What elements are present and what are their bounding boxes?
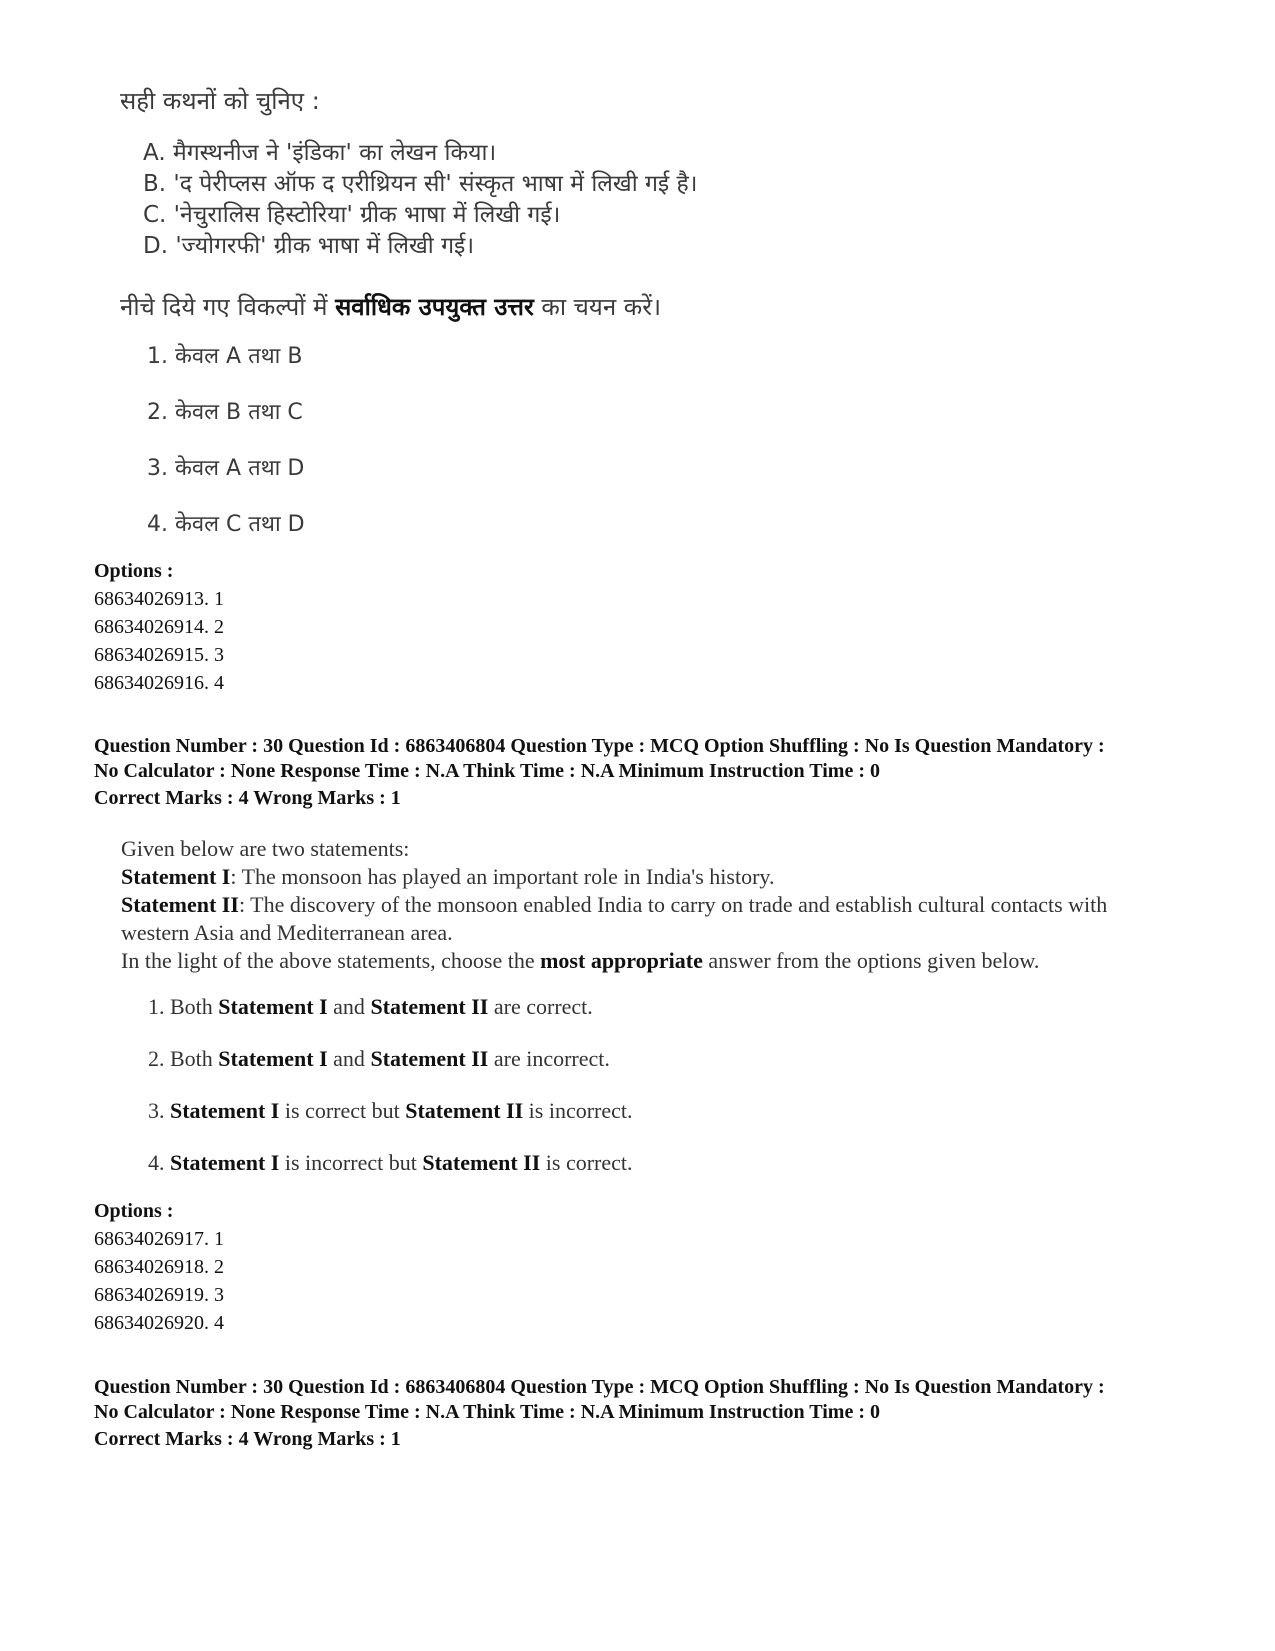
option-id-3: 68634026919. 3 bbox=[94, 1284, 224, 1306]
question-meta-line: Question Number : 30 Question Id : 6863406804 Question Type : MCQ Option Shuffling : No Is Question Mandatory : bbox=[94, 735, 1105, 757]
choice-term-a: Statement I bbox=[218, 1046, 328, 1071]
choice-2: 2. केवल B तथा C bbox=[147, 400, 303, 425]
question-instruction bbox=[120, 290, 661, 323]
question-meta-line: No Calculator : None Response Time : N.A Think Time : N.A Minimum Instruction Time : 0 bbox=[94, 760, 880, 782]
choice-prefix: 3. bbox=[148, 1098, 170, 1123]
statement-b: B. 'द पेरीप्लस ऑफ द एरीथ्रियन सी' संस्कृत भाषा में लिखी गई है। bbox=[143, 171, 698, 197]
choice-prefix: 2. Both bbox=[148, 1046, 219, 1071]
option-id-3: 68634026915. 3 bbox=[94, 644, 224, 666]
statement-list bbox=[143, 138, 697, 262]
choice-4: 4. केवल C तथा D bbox=[147, 512, 305, 537]
choice-4 bbox=[148, 1150, 633, 1176]
choice-middle: and bbox=[327, 994, 371, 1019]
choice-middle: is correct but bbox=[279, 1098, 406, 1123]
choice-middle: and bbox=[327, 1046, 371, 1071]
option-id-2: 68634026918. 2 bbox=[94, 1256, 224, 1278]
choice-term-a: Statement I bbox=[170, 1150, 280, 1175]
instruction-text: नीचे दिये गए विकल्पों में bbox=[120, 293, 336, 321]
question-meta bbox=[94, 734, 1214, 784]
options-label: Options : bbox=[94, 1200, 174, 1222]
given-text: Given below are two statements: bbox=[121, 836, 410, 861]
choice-end: is incorrect. bbox=[523, 1098, 633, 1123]
question-marks: Correct Marks : 4 Wrong Marks : 1 bbox=[94, 787, 401, 809]
question-instruction bbox=[121, 947, 1141, 975]
choice-term-b: Statement II bbox=[370, 994, 489, 1019]
question-marks: Correct Marks : 4 Wrong Marks : 1 bbox=[94, 1428, 401, 1450]
statement-text: : The monsoon has played an important role in India's history. bbox=[230, 864, 775, 889]
question-intro: सही कथनों को चुनिए : bbox=[120, 87, 320, 115]
choice-3 bbox=[148, 1098, 633, 1124]
question-meta-line: No Calculator : None Response Time : N.A Think Time : N.A Minimum Instruction Time : 0 bbox=[94, 1401, 880, 1423]
statement-two bbox=[121, 891, 1141, 947]
choice-term-b: Statement II bbox=[422, 1150, 541, 1175]
choice-1 bbox=[148, 994, 593, 1020]
question-meta bbox=[94, 1375, 1214, 1425]
choice-prefix: 4. bbox=[148, 1150, 170, 1175]
option-id-2: 68634026914. 2 bbox=[94, 616, 224, 638]
choice-end: is correct. bbox=[540, 1150, 633, 1175]
statement-a: A. मैगस्थनीज ने 'इंडिका' का लेखन किया। bbox=[143, 140, 497, 166]
question-meta-line: Question Number : 30 Question Id : 6863406804 Question Type : MCQ Option Shuffling : No Is Question Mandatory : bbox=[94, 1376, 1105, 1398]
choice-term-b: Statement II bbox=[370, 1046, 489, 1071]
instruction-emphasis: सर्वाधिक उपयुक्त उत्तर bbox=[335, 293, 534, 321]
statement-d: D. 'ज्योगरफी' ग्रीक भाषा में लिखी गई। bbox=[143, 233, 475, 259]
choice-2 bbox=[148, 1046, 610, 1072]
choice-3: 3. केवल A तथा D bbox=[147, 456, 305, 481]
choice-middle: is incorrect but bbox=[279, 1150, 423, 1175]
choice-end: are correct. bbox=[488, 994, 593, 1019]
instruction-text-end: answer from the options given below. bbox=[702, 948, 1040, 973]
choice-term-a: Statement I bbox=[170, 1098, 280, 1123]
instruction-text-end: का चयन करें। bbox=[533, 293, 662, 321]
instruction-text: In the light of the above statements, choose the bbox=[121, 948, 541, 973]
option-id-1: 68634026913. 1 bbox=[94, 588, 224, 610]
question-body bbox=[121, 835, 1141, 975]
statement-text: : The discovery of the monsoon enabled India to carry on trade and establish cultural contacts with western Asia and Mediterranean area. bbox=[121, 892, 1108, 945]
option-id-1: 68634026917. 1 bbox=[94, 1228, 224, 1250]
choice-end: are incorrect. bbox=[488, 1046, 610, 1071]
statement-c: C. 'नेचुरालिस हिस्टोरिया' ग्रीक भाषा में लिखी गई। bbox=[143, 202, 561, 228]
instruction-emphasis: most appropriate bbox=[540, 948, 703, 973]
statement-label: Statement II bbox=[121, 892, 239, 917]
choice-prefix: 1. Both bbox=[148, 994, 219, 1019]
choice-1: 1. केवल A तथा B bbox=[147, 344, 303, 369]
choice-term-b: Statement II bbox=[405, 1098, 524, 1123]
choice-term-a: Statement I bbox=[218, 994, 328, 1019]
option-id-4: 68634026920. 4 bbox=[94, 1312, 224, 1334]
statement-label: Statement I bbox=[121, 864, 231, 889]
option-id-4: 68634026916. 4 bbox=[94, 672, 224, 694]
statement-one bbox=[121, 863, 1141, 891]
options-label: Options : bbox=[94, 560, 174, 582]
